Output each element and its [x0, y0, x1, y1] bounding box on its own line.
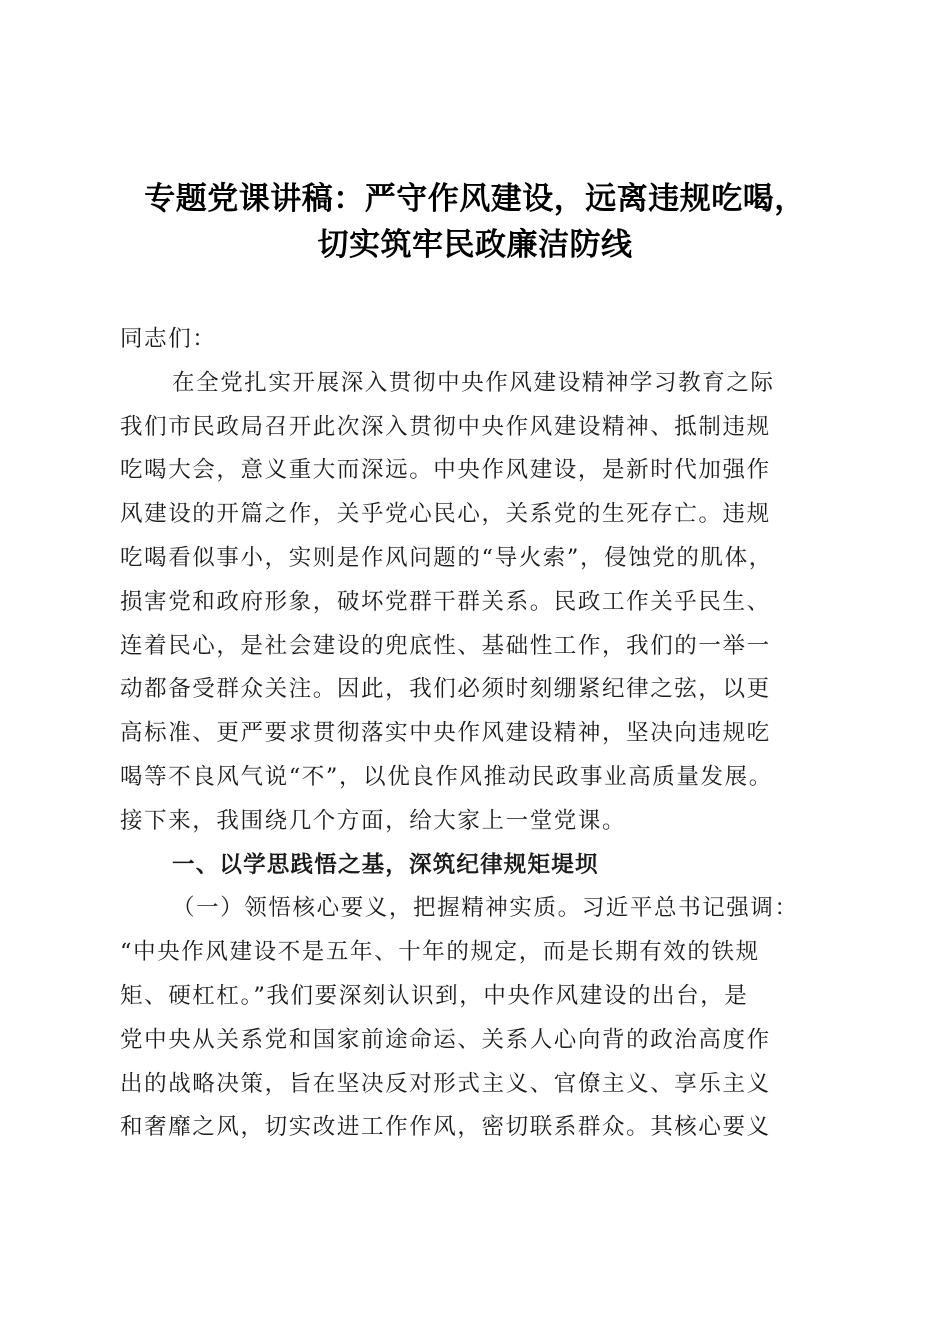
- paragraph-line: 连着民心，是社会建设的兜底性、基础性工作，我们的一举一: [120, 632, 771, 659]
- document-body: [120, 318, 835, 1150]
- paragraph-line: 党中央从关系党和国家前途命运、关系人心向背的政治高度作: [120, 1026, 771, 1053]
- paragraph-line: “中央作风建设不是五年、十年的规定，而是长期有效的铁规: [120, 939, 760, 966]
- paragraph-line: 出的战略决策，旨在坚决反对形式主义、官僚主义、享乐主义: [120, 1070, 771, 1097]
- paragraph-line: 损害党和政府形象，破坏党群干群关系。民政工作关乎民生、: [120, 588, 771, 615]
- paragraph-line: 矩、硬杠杠。”我们要深刻认识到，中央作风建设的出台，是: [120, 982, 749, 1009]
- paragraph-line: 和奢靡之风，切实改进工作作风，密切联系群众。其核心要义: [120, 1114, 771, 1141]
- paragraph-line: 喝等不良风气说“不”，以优良作风推动民政事业高质量发展。: [120, 763, 773, 790]
- document-title: [100, 176, 850, 268]
- paragraph-1: [120, 362, 835, 844]
- salutation: 同志们：: [120, 326, 217, 352]
- paragraph-line: 高标准、更严要求贯彻落实中央作风建设精神，坚决向违规吃: [120, 720, 771, 747]
- paragraph-line: （一）领悟核心要义，把握精神实质。习近平总书记强调：: [172, 895, 799, 922]
- paragraph-line: 风建设的开篇之作，关乎党心民心，关系党的生死存亡。违规: [120, 501, 771, 528]
- title-line-2: 切实筑牢民政廉洁防线: [317, 227, 633, 263]
- section-heading: 一、以学思践悟之基，深筑纪律规矩堤坝: [172, 851, 599, 878]
- title-line-1: 专题党课讲稿：严守作风建设，远离违规吃喝，: [144, 181, 806, 217]
- paragraph-line: 在全党扎实开展深入贯彻中央作风建设精神学习教育之际: [172, 369, 775, 396]
- paragraph-line: 吃喝看似事小，实则是作风问题的“导火索”，侵蚀党的肌体，: [120, 544, 773, 571]
- paragraph-line: 动都备受群众关注。因此，我们必须时刻绷紧纪律之弦，以更: [120, 676, 771, 703]
- paragraph-line: 吃喝大会，意义重大而深远。中央作风建设，是新时代加强作: [120, 457, 771, 484]
- paragraph-2: [120, 887, 835, 1150]
- paragraph-line: 接下来，我围绕几个方面，给大家上一堂党课。: [120, 807, 627, 834]
- paragraph-line: 我们市民政局召开此次深入贯彻中央作风建设精神、抵制违规: [120, 413, 771, 440]
